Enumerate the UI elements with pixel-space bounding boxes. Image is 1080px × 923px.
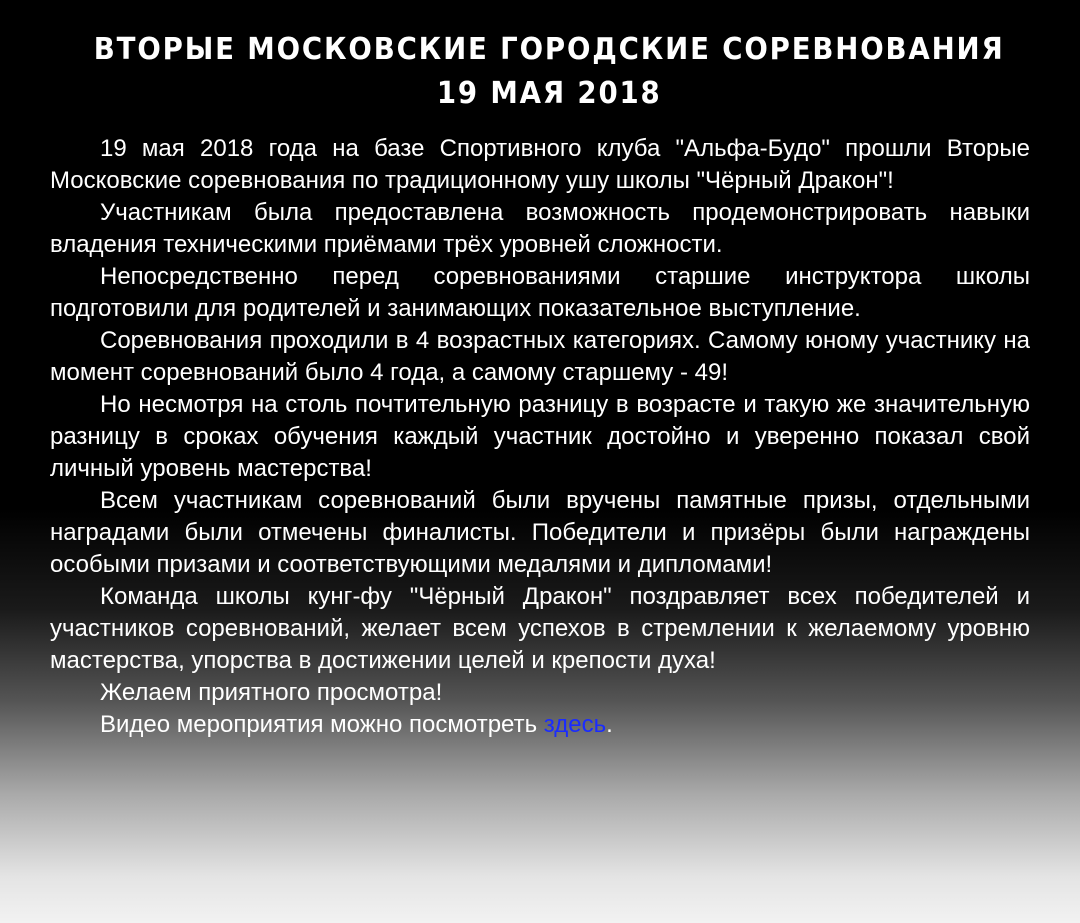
paragraph-awards: Всем участникам соревнований были вручены памятные призы, отдельными наградами были отмечены финалисты. Победители и призёры были награждены особыми призами и соответствующими медалями и дипломами! — [50, 487, 1030, 578]
paragraph-intro: 19 мая 2018 года на базе Спортивного клуба "Альфа-Будо" прошли Вторые Московские соревнования по традиционному ушу школы "Чёрный Дракон"! — [50, 135, 1030, 194]
page-date: 19 МАЯ 2018 — [436, 76, 662, 111]
article-body — [50, 133, 1030, 741]
video-text: Видео мероприятия можно посмотреть — [100, 711, 544, 738]
paragraph-wishes: Желаем приятного просмотра! — [100, 679, 443, 706]
paragraph-participants: Участникам была предоставлена возможность продемонстрировать навыки владения техническими приёмами трёх уровней сложности. — [50, 199, 1030, 258]
paragraph-demonstration: Непосредственно перед соревнованиями старшие инструктора школы подготовили для родителей и занимающих показательное выступление. — [50, 263, 1030, 322]
paragraph-congratulations: Команда школы кунг-фу "Чёрный Дракон" поздравляет всех победителей и участников соревнований, желает всем успехов в стремлении к желаемому уровню мастерства, упорства в достижении целей и крепости духа! — [50, 583, 1030, 674]
paragraph-video — [50, 709, 1030, 741]
video-text-suffix: . — [606, 711, 613, 738]
paragraph-difference: Но несмотря на столь почтительную разницу в возрасте и такую же значительную разницу в сроках обучения каждый участник достойно и уверенно показал свой личный уровень мастерства! — [50, 391, 1030, 482]
video-link[interactable]: здесь — [543, 711, 607, 738]
page-title: ВТОРЫЕ МОСКОВСКИЕ ГОРОДСКИЕ СОРЕВНОВАНИЯ — [93, 32, 1005, 67]
paragraph-categories: Соревнования проходили в 4 возрастных категориях. Самому юному участнику на момент соревнований было 4 года, а самому старшему - 49! — [50, 327, 1030, 386]
page-header — [43, 28, 1037, 116]
